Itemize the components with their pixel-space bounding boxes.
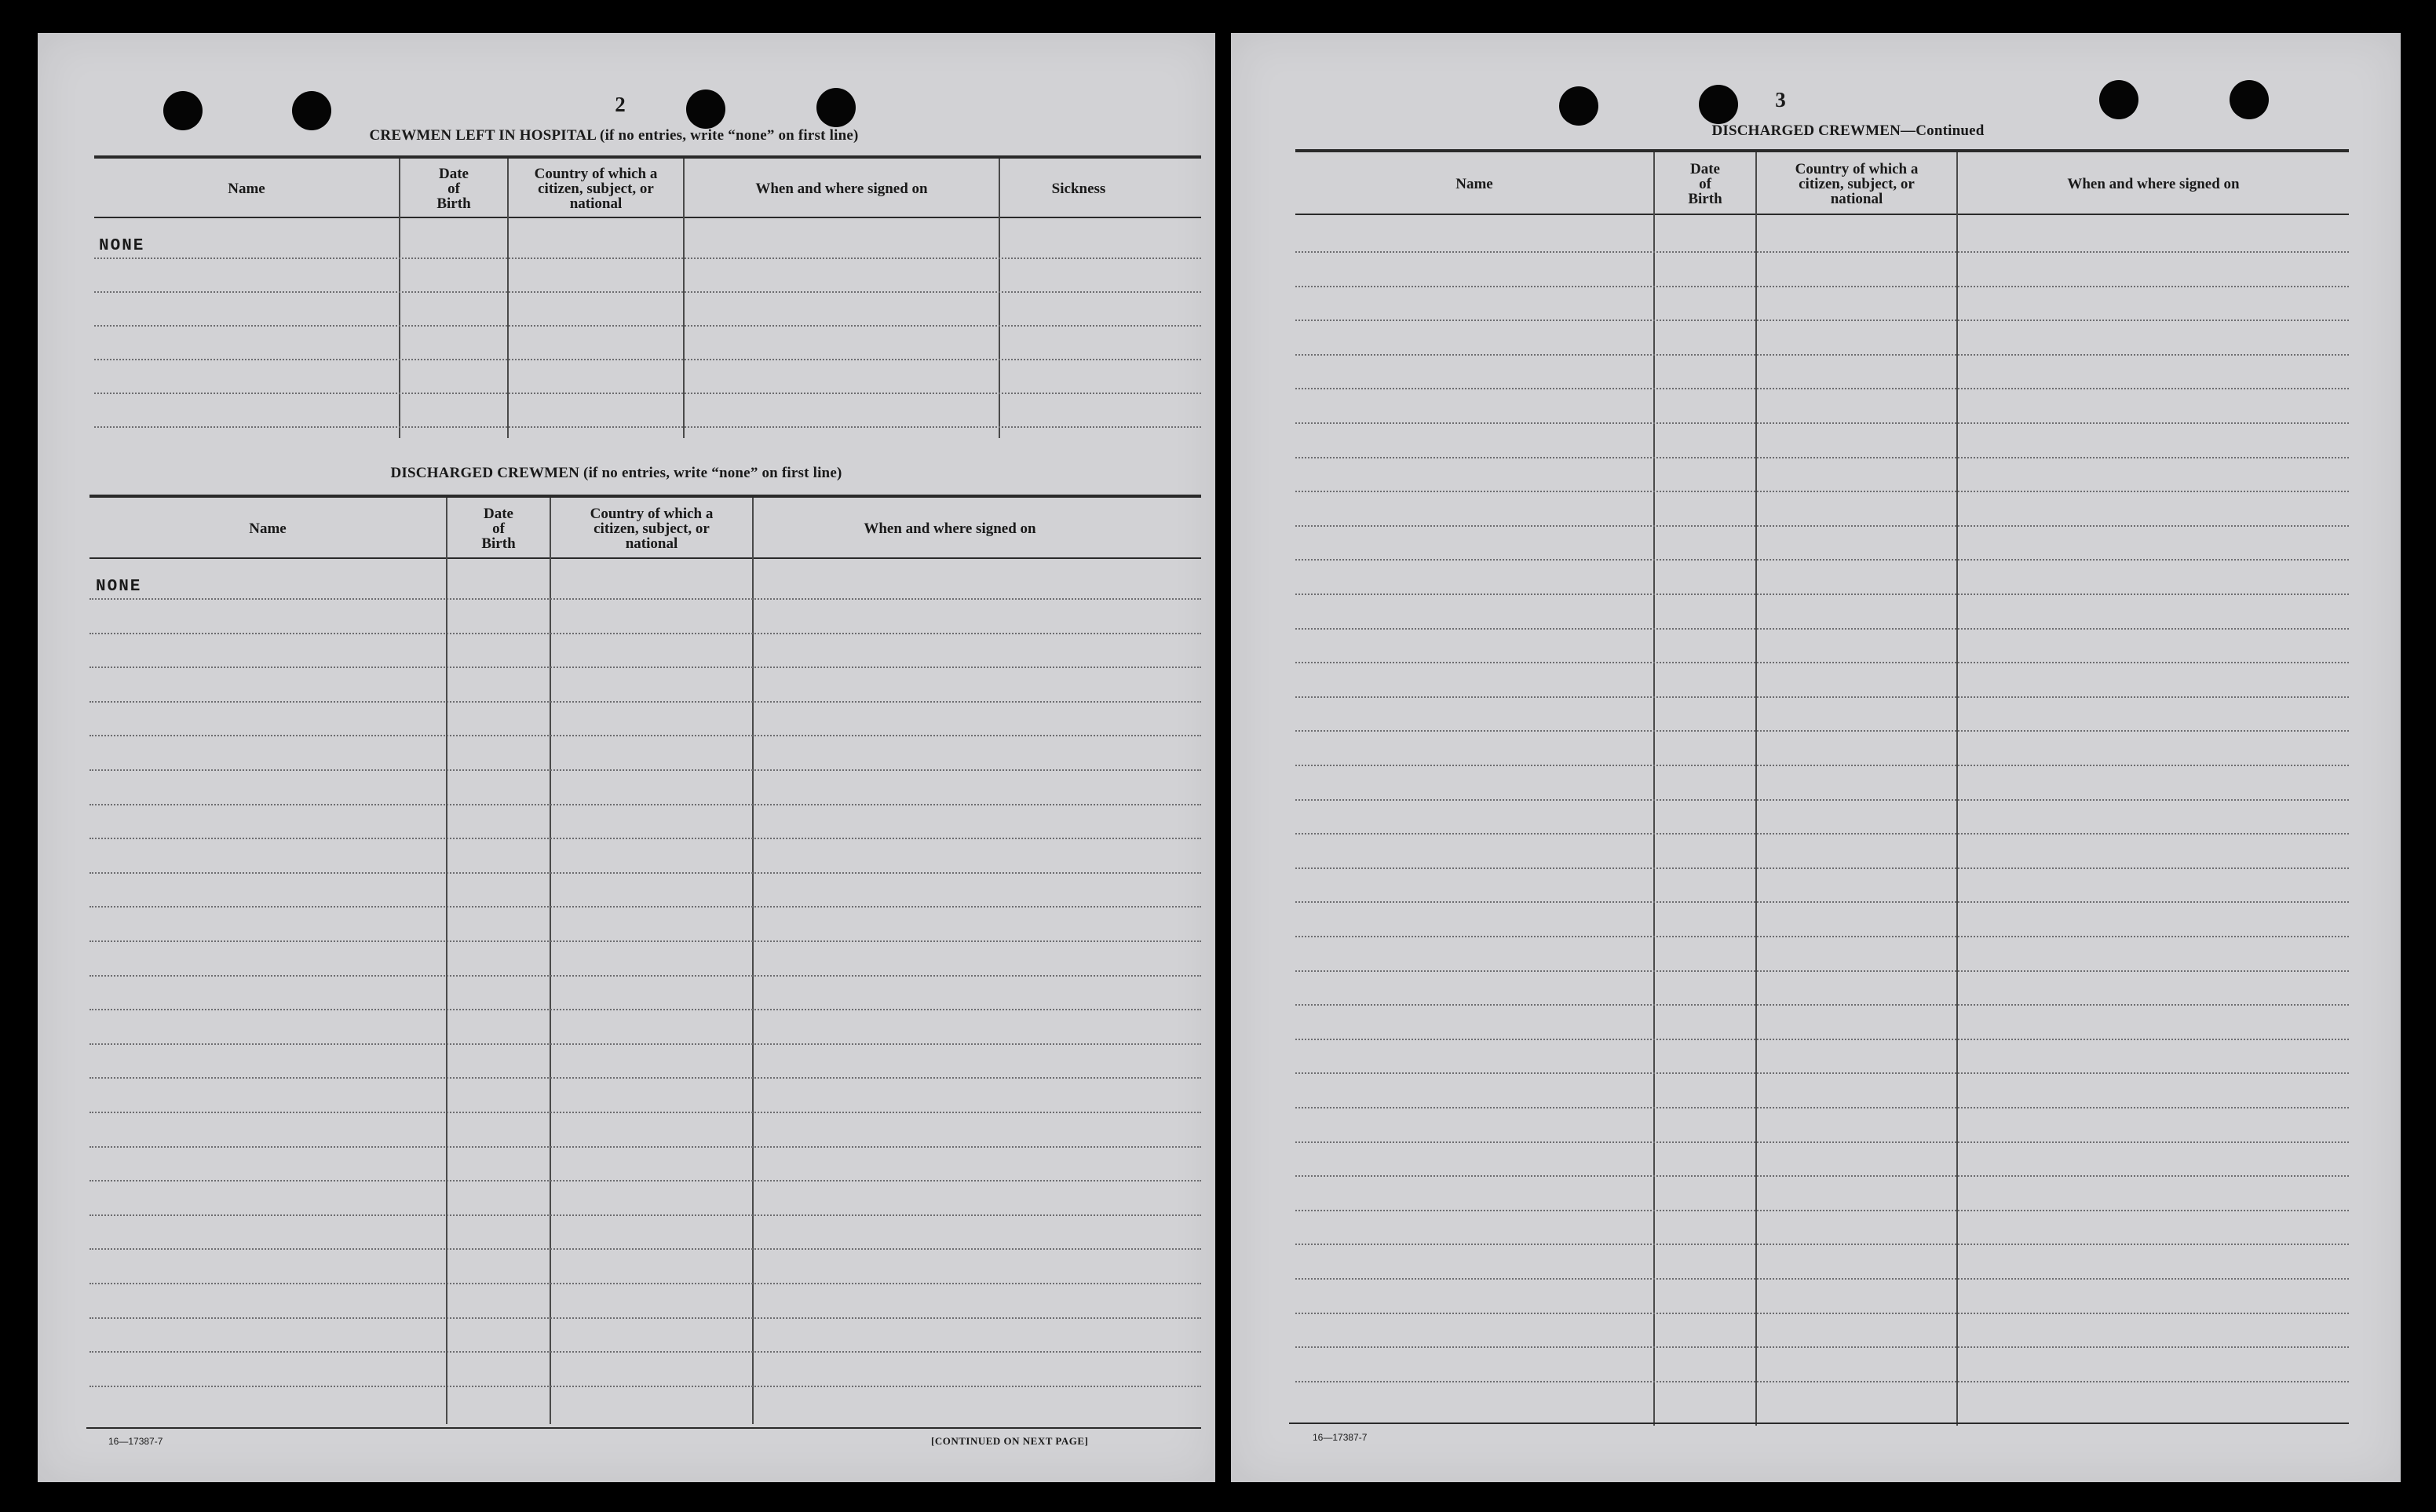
ruled-line: [1295, 525, 2349, 527]
ruled-line: [89, 1146, 1201, 1148]
ruled-line: [89, 769, 1201, 771]
punch-hole: [1699, 85, 1738, 124]
ruled-line: [1295, 730, 2349, 732]
hospital-table-top-rule: [94, 155, 1201, 159]
ruled-line: [1295, 833, 2349, 835]
ruled-line: [1295, 867, 2349, 869]
ruled-line: [89, 1283, 1201, 1284]
ruled-line: [89, 667, 1201, 668]
ruled-line: [89, 1248, 1201, 1250]
ruled-line: [1295, 901, 2349, 903]
ruled-line: [89, 598, 1201, 600]
bottom-rule: [1289, 1423, 2349, 1424]
ruled-line: [1295, 457, 2349, 458]
col-header-date-of-birth: Date of Birth: [1688, 160, 1722, 207]
ruled-line: [1295, 662, 2349, 663]
col-header-name: Name: [249, 520, 287, 537]
ruled-line: [1295, 1346, 2349, 1348]
ruled-line: [89, 735, 1201, 736]
ruled-line: [1295, 354, 2349, 356]
ruled-line: [1295, 251, 2349, 253]
ruled-line: [1295, 970, 2349, 972]
ruled-line: [1295, 765, 2349, 766]
ruled-line: [1295, 491, 2349, 492]
ruled-line: [89, 1214, 1201, 1216]
discharged-section-title: DISCHARGED CREWMEN (if no entries, write “none” on first line): [390, 465, 842, 481]
ruled-line: [89, 1043, 1201, 1045]
left-page: [38, 33, 1215, 1482]
ruled-line: [94, 359, 1201, 360]
col-header-country: Country of which a citizen, subject, or national: [590, 505, 714, 552]
ruled-line: [1295, 1313, 2349, 1314]
hospital-table-header-rule: [94, 217, 1201, 218]
col-header-signed-on: When and where signed on: [755, 180, 928, 197]
ruled-line: [1295, 388, 2349, 389]
ruled-line: [1295, 422, 2349, 424]
bottom-rule: [86, 1427, 1201, 1429]
right-page: [1231, 33, 2401, 1482]
ruled-line: [89, 1386, 1201, 1387]
punch-hole: [163, 91, 203, 130]
punch-hole: [816, 88, 856, 127]
punch-hole: [686, 89, 725, 129]
ruled-line: [1295, 1039, 2349, 1040]
table-header-rule: [1295, 214, 2349, 215]
ruled-line: [94, 291, 1201, 293]
ruled-line: [1295, 1175, 2349, 1177]
col-header-country: Country of which a citizen, subject, or national: [1795, 160, 1919, 207]
ruled-line: [89, 701, 1201, 703]
ruled-line: [1295, 1244, 2349, 1245]
continued-note: [CONTINUED ON NEXT PAGE]: [931, 1435, 1089, 1447]
ruled-line: [94, 426, 1201, 428]
col-header-signed-on: When and where signed on: [864, 520, 1036, 537]
hospital-section-title: CREWMEN LEFT IN HOSPITAL (if no entries, write “none” on first line): [369, 127, 859, 144]
col-header-signed-on: When and where signed on: [2067, 175, 2240, 192]
col-header-name: Name: [228, 180, 265, 197]
ruled-line: [1295, 1210, 2349, 1211]
ruled-line: [89, 1351, 1201, 1353]
ruled-line: [1295, 628, 2349, 630]
column-divider: [1755, 152, 1757, 1426]
ruled-line: [89, 906, 1201, 908]
column-divider: [446, 498, 447, 1424]
ruled-line: [1295, 286, 2349, 287]
ruled-line: [1295, 1107, 2349, 1108]
ruled-line: [1295, 1141, 2349, 1143]
col-header-sickness: Sickness: [1051, 180, 1106, 197]
ruled-line: [1295, 320, 2349, 321]
ruled-line: [1295, 1004, 2349, 1006]
page-number: 3: [1775, 88, 1786, 111]
ruled-line: [94, 257, 1201, 259]
punch-hole: [1559, 86, 1598, 126]
ruled-line: [1295, 593, 2349, 595]
hospital-entry-none: NONE: [99, 237, 145, 255]
column-divider: [752, 498, 754, 1424]
ruled-line: [1295, 559, 2349, 561]
ruled-line: [1295, 1072, 2349, 1074]
ruled-line: [89, 1077, 1201, 1079]
ruled-line: [1295, 696, 2349, 698]
table-top-rule: [1295, 149, 2349, 152]
ruled-line: [89, 1317, 1201, 1319]
discharged-continued-title: DISCHARGED CREWMEN—Continued: [1711, 122, 1985, 139]
page-number: 2: [615, 93, 626, 116]
col-header-name: Name: [1455, 175, 1493, 192]
col-header-date-of-birth: Date of Birth: [481, 505, 516, 552]
discharged-table-top-rule: [89, 495, 1201, 498]
ruled-line: [1295, 1381, 2349, 1382]
ruled-line: [89, 940, 1201, 942]
ruled-line: [89, 633, 1201, 634]
punch-hole: [2230, 80, 2269, 119]
ruled-line: [94, 393, 1201, 394]
punch-hole: [2099, 80, 2138, 119]
ruled-line: [89, 838, 1201, 839]
ruled-line: [1295, 936, 2349, 937]
col-header-country: Country of which a citizen, subject, or national: [534, 165, 658, 212]
column-divider: [1956, 152, 1958, 1426]
form-number: 16—17387-7: [1313, 1432, 1368, 1443]
discharged-table-header-rule: [89, 557, 1201, 559]
col-header-date-of-birth: Date of Birth: [436, 165, 471, 212]
ruled-line: [1295, 1278, 2349, 1280]
ruled-line: [89, 975, 1201, 977]
punch-hole: [292, 91, 331, 130]
ruled-line: [1295, 799, 2349, 801]
ruled-line: [89, 1112, 1201, 1113]
ruled-line: [89, 804, 1201, 805]
form-number: 16—17387-7: [108, 1436, 163, 1447]
discharged-entry-none: NONE: [96, 578, 142, 596]
column-divider: [550, 498, 551, 1424]
ruled-line: [89, 1180, 1201, 1181]
ruled-line: [94, 325, 1201, 327]
column-divider: [1653, 152, 1655, 1426]
ruled-line: [89, 872, 1201, 874]
ruled-line: [89, 1009, 1201, 1010]
